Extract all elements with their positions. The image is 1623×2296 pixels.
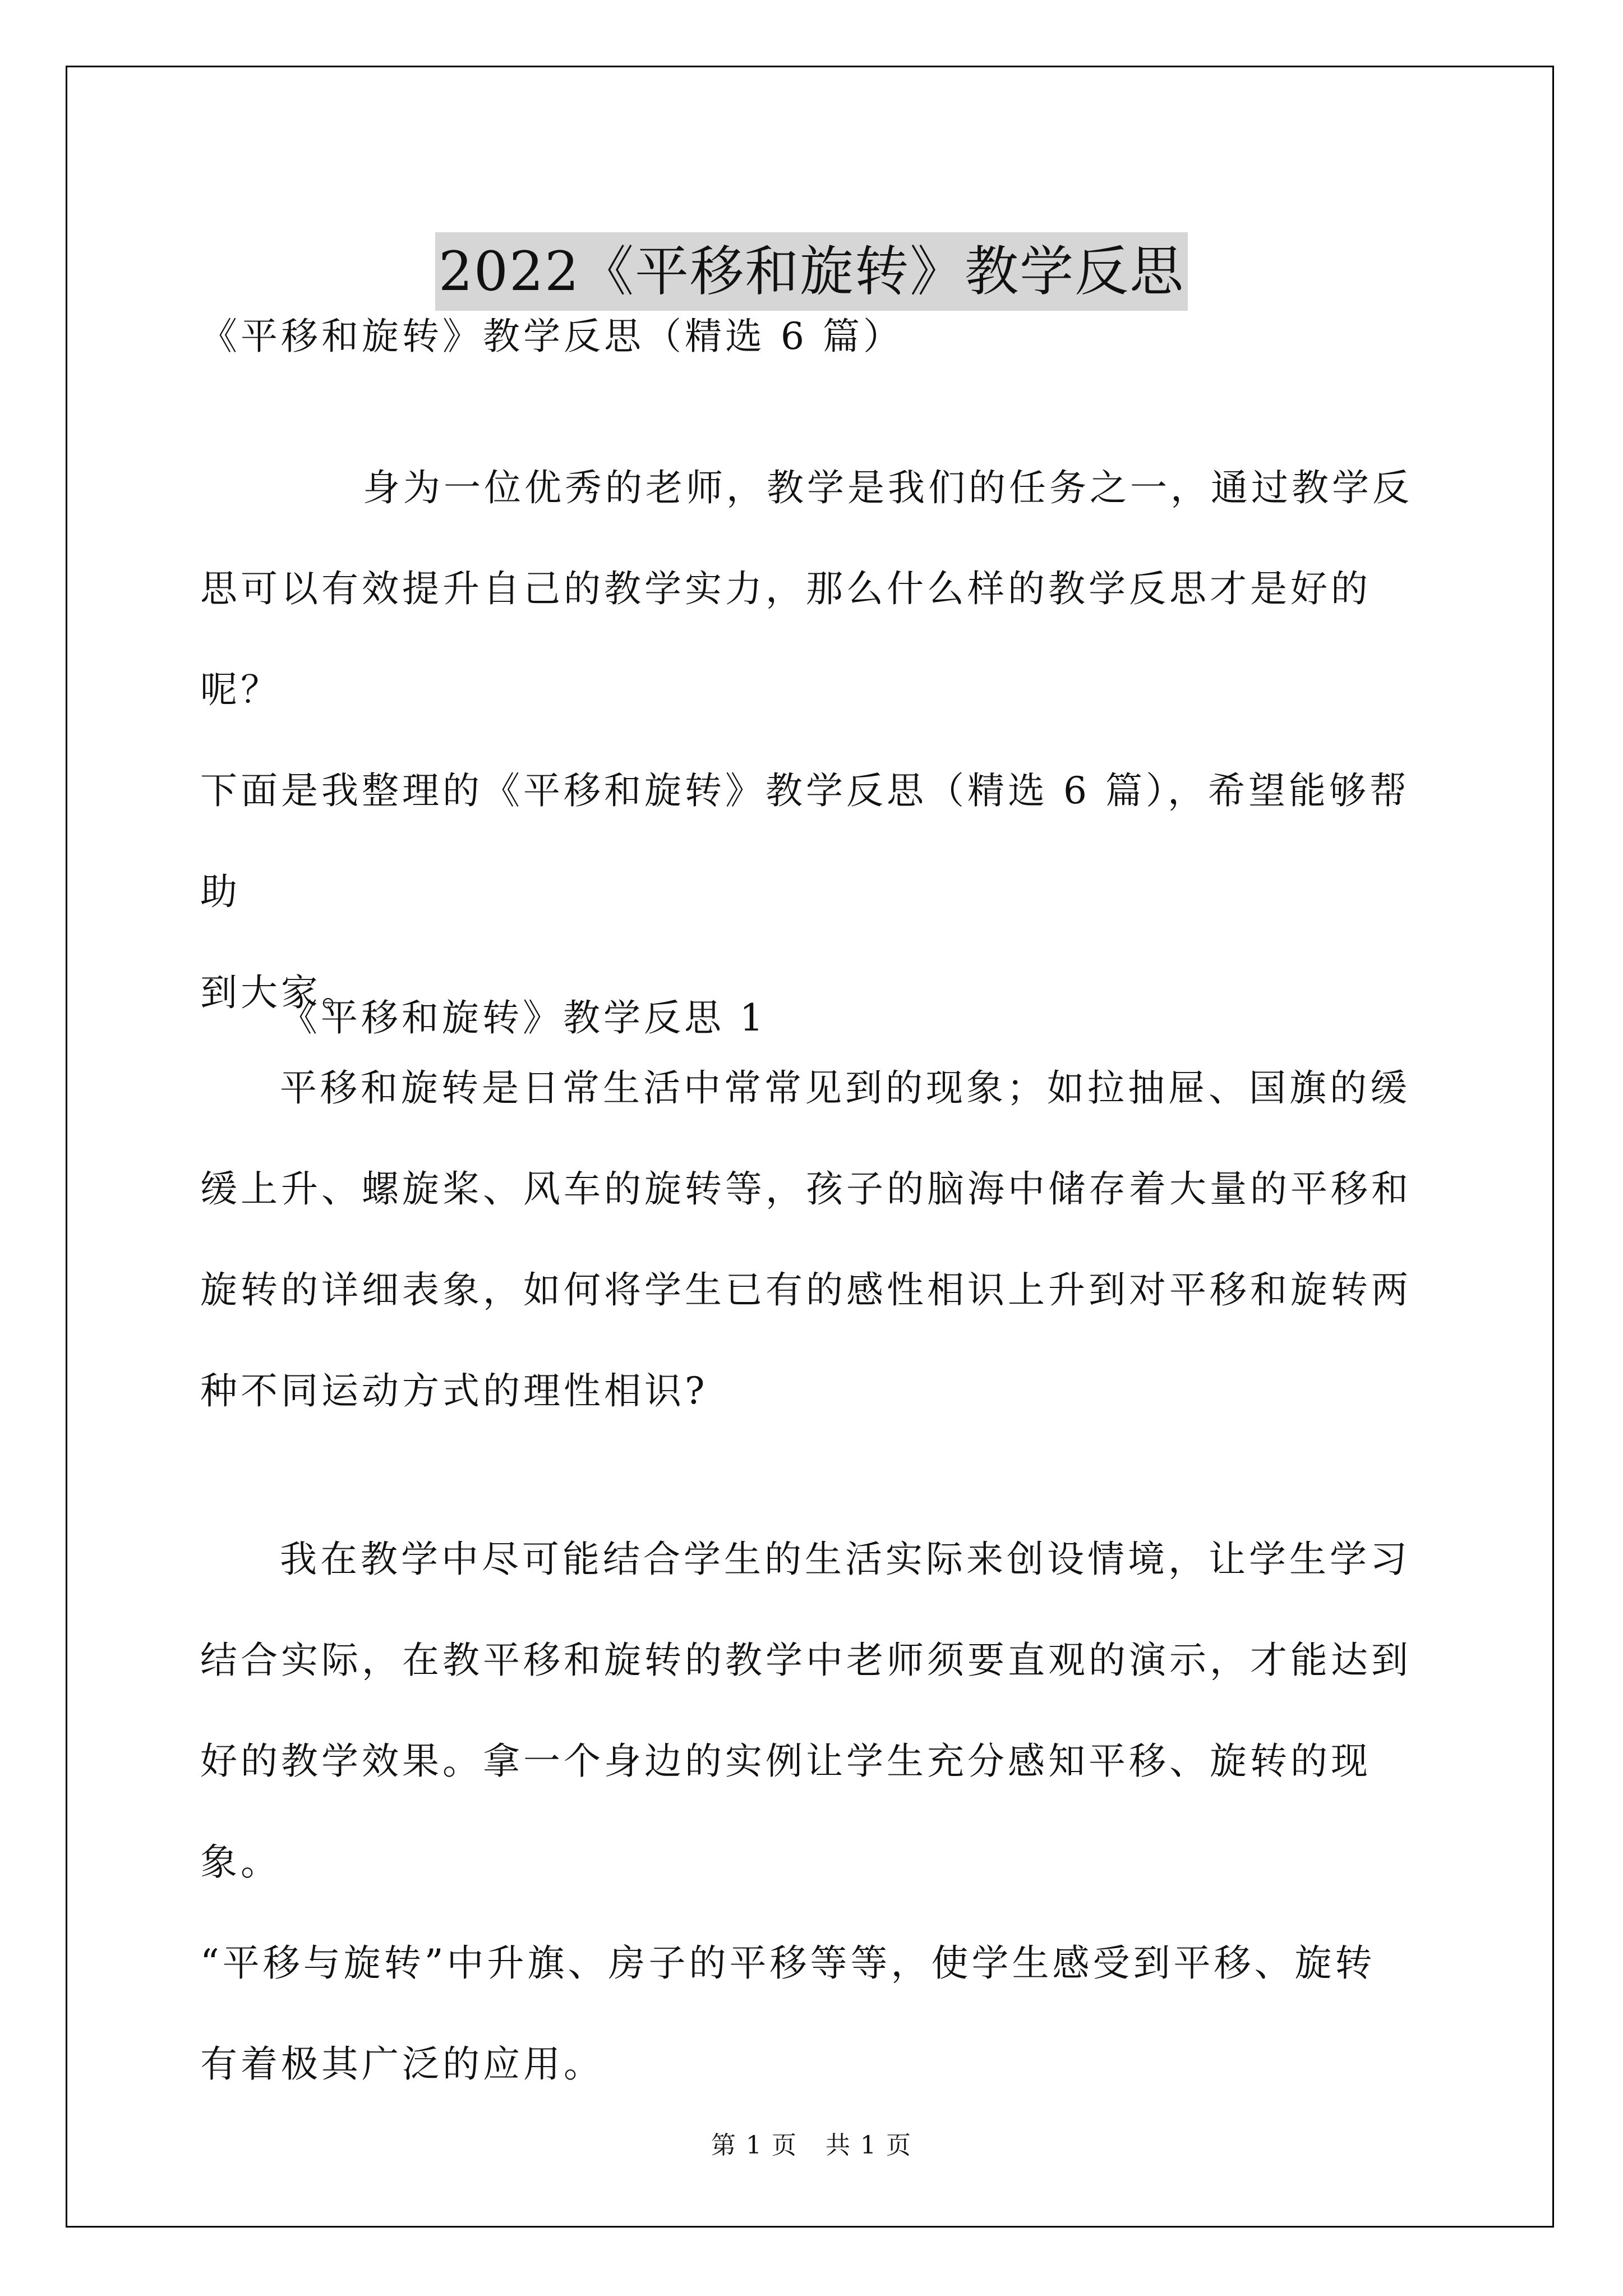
intro-line-4: 到大家。 [200, 971, 362, 1014]
section-heading: 《平移和旋转》教学反思 1 [280, 996, 767, 1039]
paragraph-2-line-3: 好的教学效果。拿一个身边的实例让学生充分感知平移、旋转的现象。 [200, 1740, 1371, 1884]
paragraph-1-line-2: 缓上升、螺旋桨、风车的旋转等，孩子的脑海中储存着大量的平移和 [200, 1167, 1412, 1211]
paragraph-1-line-3: 旋转的详细表象，如何将学生已有的感性相识上升到对平移和旋转两 [200, 1268, 1412, 1312]
page-total: 共 1 页 [826, 2131, 912, 2160]
intro-paragraph [200, 438, 1434, 1043]
paragraph-2-line-4: “平移与旋转”中升旗、房子的平移等等，使学生感受到平移、旋转 [200, 1941, 1376, 1985]
document-title: 2022《平移和旋转》教学反思 [435, 232, 1188, 311]
document-subtitle: 《平移和旋转》教学反思（精选 6 篇） [200, 315, 903, 358]
paragraph-2-line-5: 有着极其广泛的应用。 [200, 2042, 604, 2086]
paragraph-1-line-4: 种不同运动方式的理性相识? [200, 1369, 708, 1412]
paragraph-2-line-1: 我在教学中尽可能结合学生的生活实际来创设情境，让学生学习 [280, 1538, 1410, 1581]
paragraph-2 [200, 1509, 1434, 2115]
intro-line-1: 身为一位优秀的老师，教学是我们的任务之一，通过教学反 [363, 466, 1413, 509]
intro-line-2: 思可以有效提升自己的教学实力，那么什么样的教学反思才是好的呢？ [200, 567, 1371, 711]
paragraph-1 [200, 1038, 1434, 1442]
intro-line-3: 下面是我整理的《平移和旋转》教学反思（精选 6 篇），希望能够帮助 [200, 769, 1410, 913]
page-footer [0, 2129, 1623, 2162]
paragraph-1-line-1: 平移和旋转是日常生活中常常见到的现象；如拉抽屉、国旗的缓 [280, 1066, 1410, 1110]
page-number: 第 1 页 [711, 2131, 797, 2160]
paragraph-2-line-2: 结合实际，在教平移和旋转的教学中老师须要直观的演示，才能达到 [200, 1639, 1412, 1682]
